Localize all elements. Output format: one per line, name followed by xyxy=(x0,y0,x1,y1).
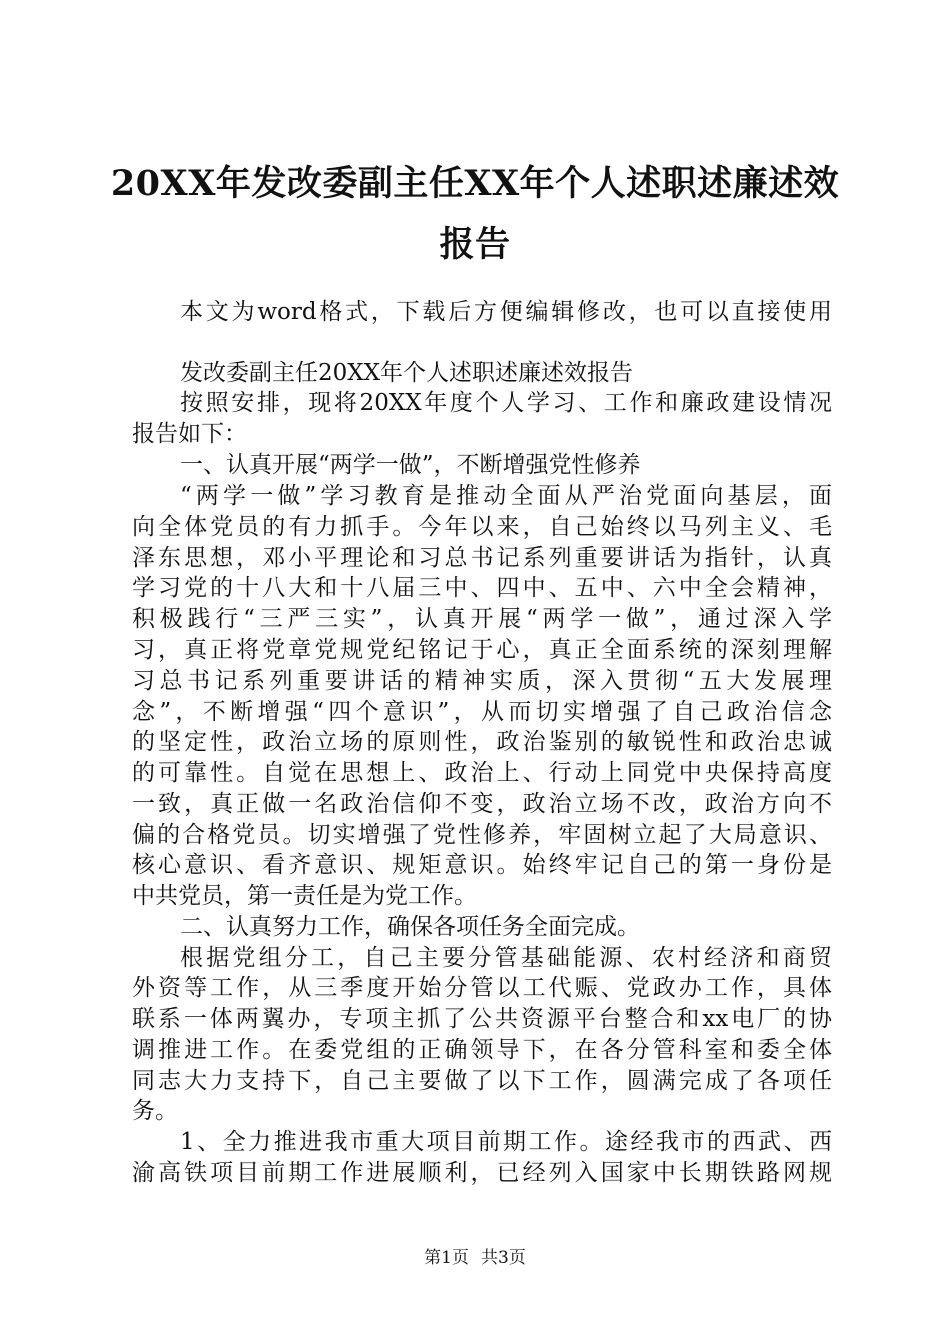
body-line: 根据党组分工，自己主要分管基础能源、农村经济和商贸 xyxy=(180,945,832,971)
body-line: 习，真正将党章党规党纪铭记于心，真正全面系统的深刻理解 xyxy=(132,637,832,663)
section-heading-2: 二、认真努力工作，确保各项任务全面完成。 xyxy=(180,914,640,940)
body-line: 念”，不断增强“四个意识”，从而切实增强了自己政治信念 xyxy=(132,699,832,725)
body-line: 向全体党员的有力抓手。今年以来，自己始终以马列主义、毛 xyxy=(132,514,832,540)
body-line: “两学一做”学习教育是推动全面从严治党面向基层，面 xyxy=(180,483,832,509)
body-line: 渝高铁项目前期工作进展顺利，已经列入国家中长期铁路网规 xyxy=(132,1160,832,1186)
body-line: 按照安排，现将20XX年度个人学习、工作和廉政建设情况 xyxy=(180,390,832,416)
page-number: 第1页 xyxy=(424,1248,469,1268)
body-line: 联系一体两翼办，专项主抓了公共资源平台整合和xx电厂的协 xyxy=(132,1006,832,1032)
body-line: 同志大力支持下，自己主要做了以下工作，圆满完成了各项任 xyxy=(132,1068,832,1094)
page-footer xyxy=(0,1247,950,1269)
body-line: 习总书记系列重要讲话的精神实质，深入贯彻“五大发展理 xyxy=(132,668,832,694)
body-line: 偏的合格党员。切实增强了党性修养，牢固树立起了大局意识、 xyxy=(132,822,832,848)
body-line: 学习党的十八大和十八届三中、四中、五中、六中全会精神， xyxy=(132,575,832,601)
body-line: 外资等工作，从三季度开始分管以工代赈、党政办工作，具体 xyxy=(132,975,832,1001)
format-note: 本文为word格式，下载后方便编辑修改，也可以直接使用 xyxy=(180,299,832,325)
body-line: 的可靠性。自觉在思想上、政治上、行动上同党中央保持高度 xyxy=(132,760,832,786)
body-line: 一致，真正做一名政治信仰不变，政治立场不改，政治方向不 xyxy=(132,791,832,817)
body-line: 核心意识、看齐意识、规矩意识。始终牢记自己的第一身份是 xyxy=(132,852,832,878)
body-line: 务。 xyxy=(132,1098,178,1124)
body-line: 发改委副主任20XX年个人述职述廉述效报告 xyxy=(180,360,634,386)
section-heading-1: 一、认真开展“两学一做”，不断增强党性修养 xyxy=(180,452,641,478)
body-line: 报告如下： xyxy=(132,421,247,447)
body-line: 调推进工作。在委党组的正确领导下，在各分管科室和委全体 xyxy=(132,1037,832,1063)
body-line: 的坚定性，政治立场的原则性，政治鉴别的敏锐性和政治忠诚 xyxy=(132,729,832,755)
body-line: 中共党员，第一责任是为党工作。 xyxy=(132,883,477,909)
body-line: 积极践行“三严三实”，认真开展“两学一做”，通过深入学 xyxy=(132,606,832,632)
page-total: 共3页 xyxy=(481,1248,526,1268)
document-title-line-2: 报告 xyxy=(439,224,511,265)
body-line: 泽东思想，邓小平理论和习总书记系列重要讲话为指针，认真 xyxy=(132,545,832,571)
document-title-line-1: 20XX年发改委副主任XX年个人述职述廉述效 xyxy=(110,163,840,204)
body-line: 1、全力推进我市重大项目前期工作。途经我市的西武、西 xyxy=(180,1129,832,1155)
